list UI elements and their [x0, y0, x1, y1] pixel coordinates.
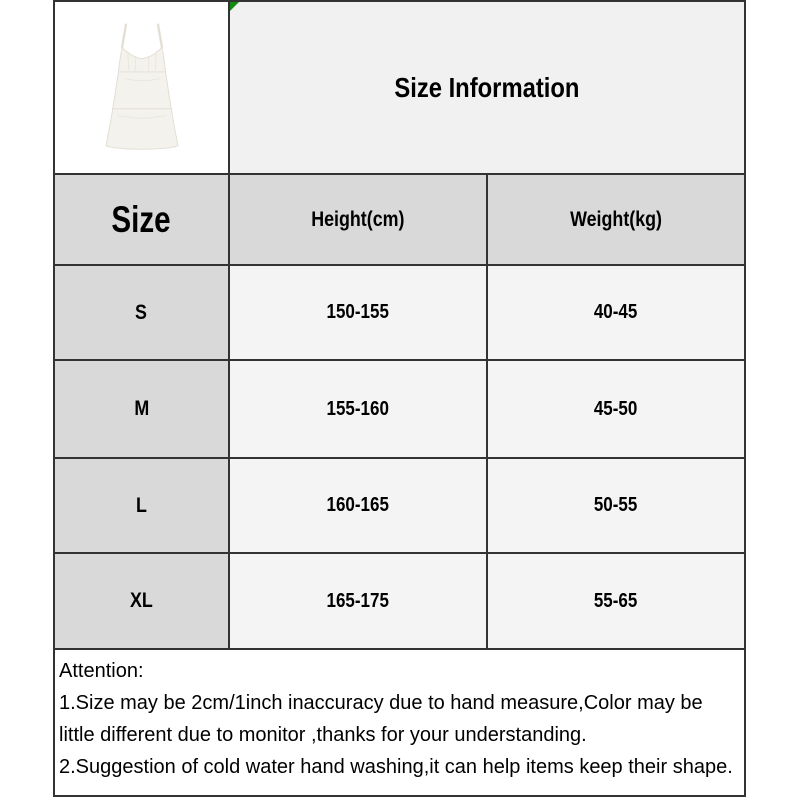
corner-marker-icon: [230, 2, 239, 11]
row-l-weight-cell: [488, 459, 744, 552]
page-title: Size Information: [394, 71, 580, 103]
row-xl-weight-cell: [488, 554, 744, 648]
row-m-weight-cell: [488, 361, 744, 457]
row-xl-size-cell: [55, 554, 228, 648]
size-chart-table: [53, 0, 746, 797]
attention-line-1: 1.Size may be 2cm/1inch inaccuracy due to hand measure,Color may be little different due to monitor ,thanks for your understanding.: [59, 692, 703, 746]
header-height-cell: [230, 175, 486, 264]
row-xl-size: XL: [130, 589, 153, 612]
row-m-size: M: [134, 397, 149, 420]
row-s-height: 150-155: [326, 301, 390, 323]
row-s-size: S: [135, 300, 148, 324]
row-m-height: 155-160: [326, 397, 390, 420]
attention-heading: Attention:: [59, 660, 144, 682]
row-l-size: L: [136, 493, 147, 517]
row-s-height-cell: [230, 266, 486, 359]
row-l-height-cell: [230, 459, 486, 552]
row-xl-height-cell: [230, 554, 486, 648]
row-xl-height: 165-175: [326, 589, 390, 612]
row-l-weight: 50-55: [594, 494, 638, 516]
attention-line-2: 2.Suggestion of cold water hand washing,it can help items keep their shape.: [59, 756, 733, 778]
dress-image: [90, 18, 194, 158]
row-m-weight: 45-50: [594, 397, 638, 420]
row-s-weight-cell: [488, 266, 744, 359]
attention-cell: [55, 650, 744, 795]
row-l-size-cell: [55, 459, 228, 552]
product-image: [55, 2, 228, 173]
header-height-label: Height(cm): [311, 207, 405, 231]
row-m-height-cell: [230, 361, 486, 457]
header-size-label: Size: [111, 198, 172, 240]
row-xl-weight: 55-65: [594, 589, 638, 612]
row-s-size-cell: [55, 266, 228, 359]
product-image-cell: [55, 2, 228, 173]
header-weight-cell: [488, 175, 744, 264]
title-cell: [230, 2, 744, 173]
row-m-size-cell: [55, 361, 228, 457]
header-weight-label: Weight(kg): [570, 207, 662, 231]
row-l-height: 160-165: [326, 494, 390, 516]
header-size-cell: [55, 175, 228, 264]
row-s-weight: 40-45: [594, 301, 638, 323]
